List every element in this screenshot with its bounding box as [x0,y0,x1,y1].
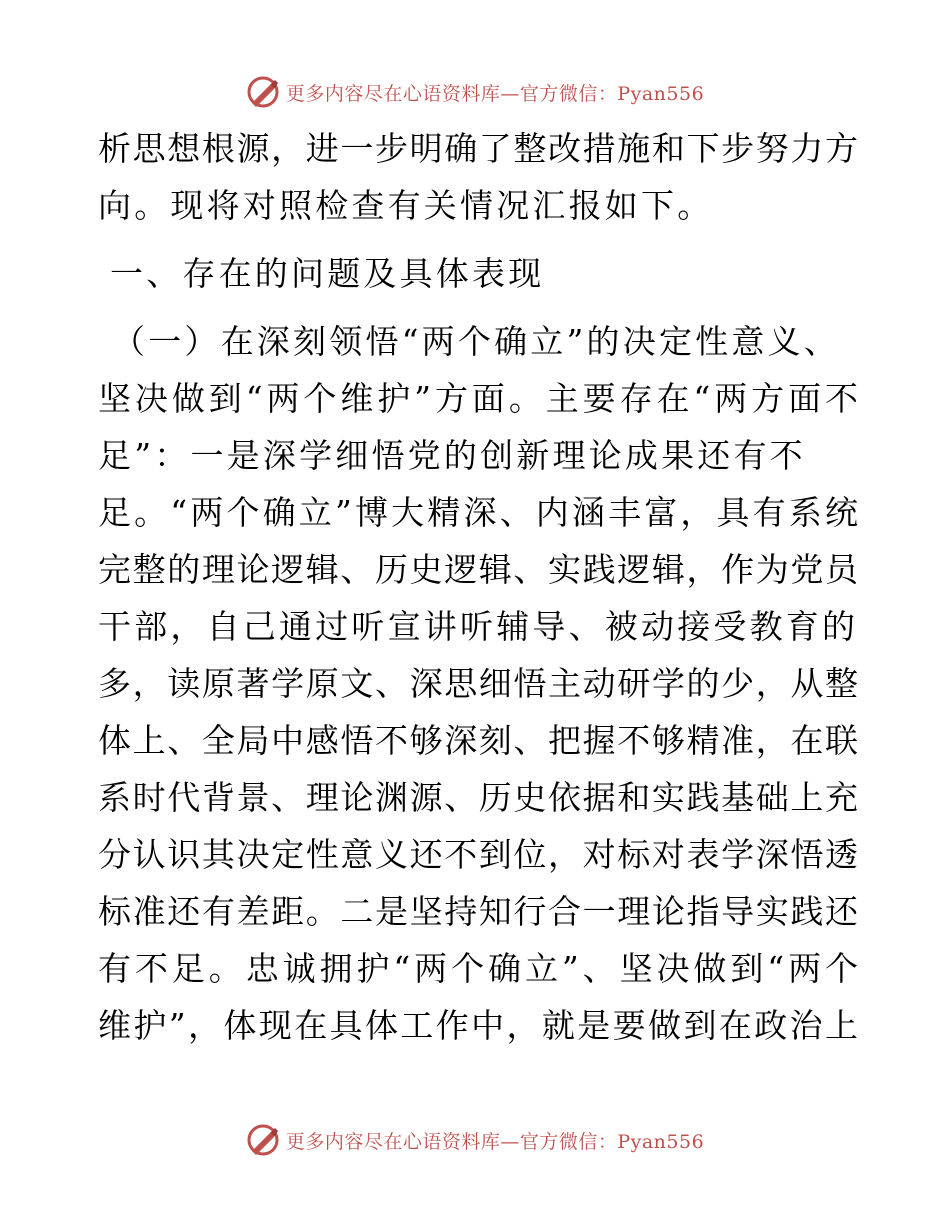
paragraph-line: 标准还有差距。二是坚持知行合一理论指导实践还 [98,892,858,931]
paragraph-line: 干部，自己通过听宣讲听辅导、被动接受教育的 [98,607,859,646]
paragraph-line: 完整的理论逻辑、历史逻辑、实践逻辑，作为党员 [98,550,858,589]
paragraph-line: 坚决做到“两个维护”方面。主要存在“两方面不 [98,379,858,418]
paragraph-line: （一）在深刻领悟“两个确立”的决定性意义、 [112,322,840,361]
paragraph-line: 足。“两个确立”博大精深、内涵丰富，具有系统 [98,493,858,532]
paragraph-line: 分认识其决定性意义还不到位，对标对表学深悟透 [98,835,858,874]
pen-logo-icon [246,1123,280,1157]
intro-line: 析思想根源，进一步明确了整改措施和下步努力方 [98,129,858,168]
paragraph-line: 多，读原著学原文、深思细悟主动研学的少，从整 [98,664,858,703]
header-banner-text: 更多内容尽在心语资料库—官方微信：Pyan556 [285,82,705,105]
paragraph-line: 维护”，体现在具体工作中，就是要做到在政治上 [98,1006,858,1045]
paragraph-line: 系时代背景、理论渊源、历史依据和实践基础上充 [98,778,858,817]
intro-line: 向。现将对照检查有关情况汇报如下。 [98,186,714,225]
paragraph-line: 有不足。忠诚拥护“两个确立”、坚决做到“两个 [98,949,858,988]
pen-logo-icon [246,75,280,109]
footer-banner [0,1120,950,1160]
section-heading: 一、存在的问题及具体表现 [110,254,545,293]
paragraph-line: 足”：一是深学细悟党的创新理论成果还有不 [98,436,806,475]
footer-banner-text: 更多内容尽在心语资料库—官方微信：Pyan556 [285,1130,705,1153]
paragraph-line: 体上、全局中感悟不够深刻、把握不够精准，在联 [98,721,858,760]
header-banner [0,72,950,112]
document-body [98,120,858,1054]
